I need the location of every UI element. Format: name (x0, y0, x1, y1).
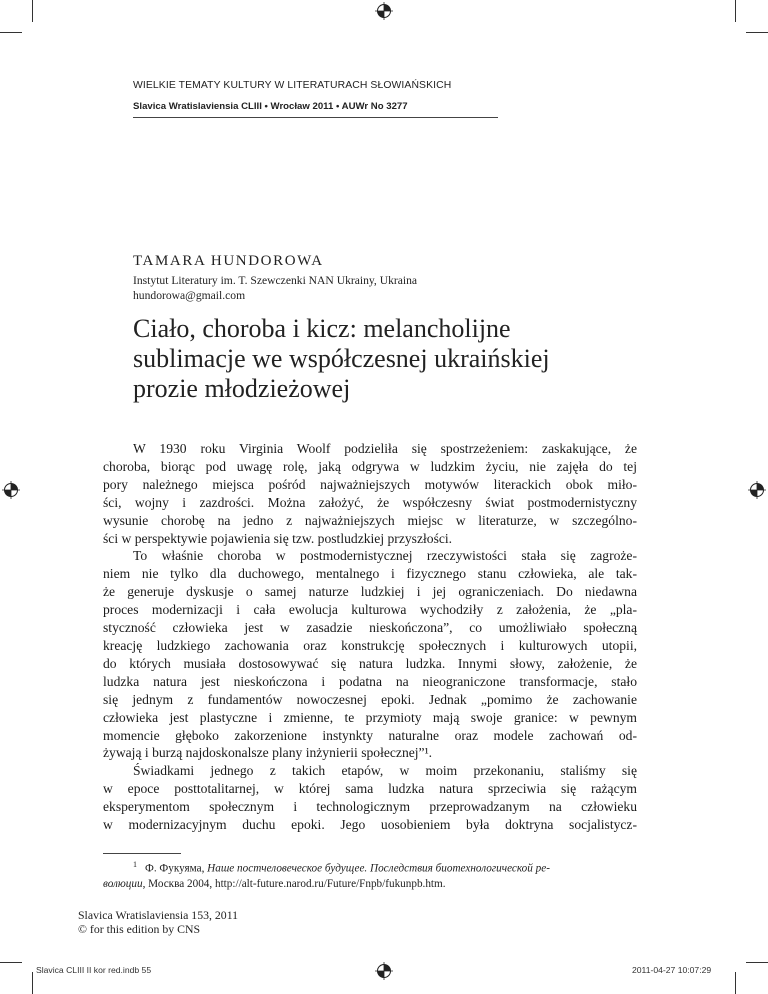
body-line: w epoce posttotalitarnej, w której sama ludzka natura sprzeciwia się rażącym (103, 781, 637, 797)
journal-line: Slavica Wratislaviensia CLIII • Wrocław 2011 • AUWr No 3277 (133, 101, 408, 112)
body-line: styczność człowieka jest w zasadzie nieskończona”, co umożliwiało społeczną (103, 620, 637, 636)
footnote-title: Наше постчеловеческое будущее. Последствия биотехнологической ре- (207, 862, 550, 875)
body-line: w modernizacyjnym duchu epoki. Jego uosobieniem była doktryna socjalistycz- (103, 817, 637, 833)
footnote-mark: 1 (133, 860, 137, 869)
body-line: wysunie chorobę na jedno z najważniejszych miejsc w literaturze, w szczególno- (103, 512, 637, 528)
footer-copyright: © for this edition by CNS (78, 922, 201, 936)
crop-mark (0, 32, 22, 33)
body-line: kreację ludzkiego zachowania oraz konstrukcję społecznych i kulturowych utopii, (103, 637, 637, 653)
footnote-author: Ф. Фукуяма, (145, 862, 205, 875)
crop-mark (32, 0, 33, 22)
print-slug-file: Slavica CLIII II kor red.indb 55 (36, 965, 152, 975)
body-line: proces modernizacji i cała ewolucja kulturowa wychodziły z założenia, że „pla- (103, 602, 637, 618)
body-line: Świadkami jednego z takich etapów, w moim przekonaniu, staliśmy się (133, 763, 637, 779)
crop-mark (735, 0, 736, 22)
paragraph-3 (103, 762, 637, 834)
header-rule (133, 117, 498, 118)
registration-mark-icon (375, 2, 393, 20)
crop-mark (746, 32, 768, 33)
body-line: niem nie tylko dla duchowego, mentalnego i fizycznego stanu człowieka, ale tak- (103, 566, 637, 582)
crop-mark (32, 972, 33, 994)
title-line: prozie młodzieżowej (133, 374, 351, 403)
paragraph-2 (103, 547, 637, 762)
title-line: sublimacje we współczesnej ukraińskiej (133, 344, 550, 373)
footnote (103, 857, 637, 892)
author-name: TAMARA HUNDOROWA (133, 253, 324, 269)
body-line: eksperymentom społecznym i technologicznym przeprowadzanym na człowieku (103, 799, 637, 815)
registration-mark-icon (2, 481, 20, 499)
author-info (133, 273, 417, 303)
footer-journal: Slavica Wratislaviensia 153, 2011 (78, 908, 239, 922)
author-email: hundorowa@gmail.com (133, 289, 246, 302)
body-line: że generuje dyskusje o samej naturze ludzkiej i jej ograniczeniach. Do niedawna (103, 584, 637, 600)
author-affiliation: Instytut Literatury im. T. Szewczenki NAN Ukrainy, Ukraina (133, 274, 418, 287)
body-line: momencie głęboko zakorzenione instynkty naturalne oraz modele zachowań od- (103, 727, 637, 743)
footnote-rule (103, 853, 181, 854)
footnote-title-cont: волюции (103, 877, 143, 890)
article-title (133, 314, 613, 404)
registration-mark-icon (375, 962, 393, 980)
footnote-source: , Москва 2004, http://alt-future.narod.ru/Future/Fnpb/fukunpb.htm. (142, 877, 446, 890)
series-title: WIELKIE TEMATY KULTURY W LITERATURACH SŁOWIAŃSKICH (133, 80, 452, 91)
body-line: W 1930 roku Virginia Woolf podzieliła się spostrzeżeniem: zaskakujące, że (133, 441, 637, 456)
body-line: To właśnie choroba w postmodernistycznej rzeczywistości stała się zagroże- (133, 548, 637, 564)
body-line: choroba, biorąc pod uwagę rolę, jaką odgrywa w ludzkim życiu, nie zajęła do tej (103, 458, 637, 474)
registration-mark-icon (748, 481, 766, 499)
paragraph-1 (103, 440, 637, 547)
copyright-footer (78, 908, 238, 936)
body-line: ludzka natura jest nieskończona i podatna na nieograniczone transformacje, stało (103, 673, 637, 689)
crop-mark (746, 962, 768, 963)
print-slug-timestamp: 2011-04-27 10:07:29 (632, 965, 712, 975)
body-line: do których musiała dostosowywać się natura ludzka. Innymi słowy, założenie, że (103, 655, 637, 671)
title-line: Ciało, choroba i kicz: melancholijne (133, 314, 511, 343)
body-line: ści, wojny i zazdrości. Można założyć, że współczesny świat postmodernistyczny (103, 494, 637, 510)
body-line: żywają i burzą najdoskonalsze plany inżynierii społecznej”¹. (103, 745, 433, 761)
body-line: pory należnego miejsca pośród najważniejszych motywów literackich obok miło- (103, 476, 637, 492)
article-body (103, 440, 637, 834)
crop-mark (735, 972, 736, 994)
crop-mark (0, 962, 22, 963)
body-line: się jednym z fundamentów nowoczesnej epoki. Jednak „pomimo że zachowanie (103, 691, 637, 707)
body-line: człowieka jest plastyczne i zmienne, te przymioty mają swoje granice: w pewnym (103, 709, 637, 725)
body-line: ści w perspektywie pojawienia się tzw. postludzkiej przyszłości. (103, 530, 453, 546)
